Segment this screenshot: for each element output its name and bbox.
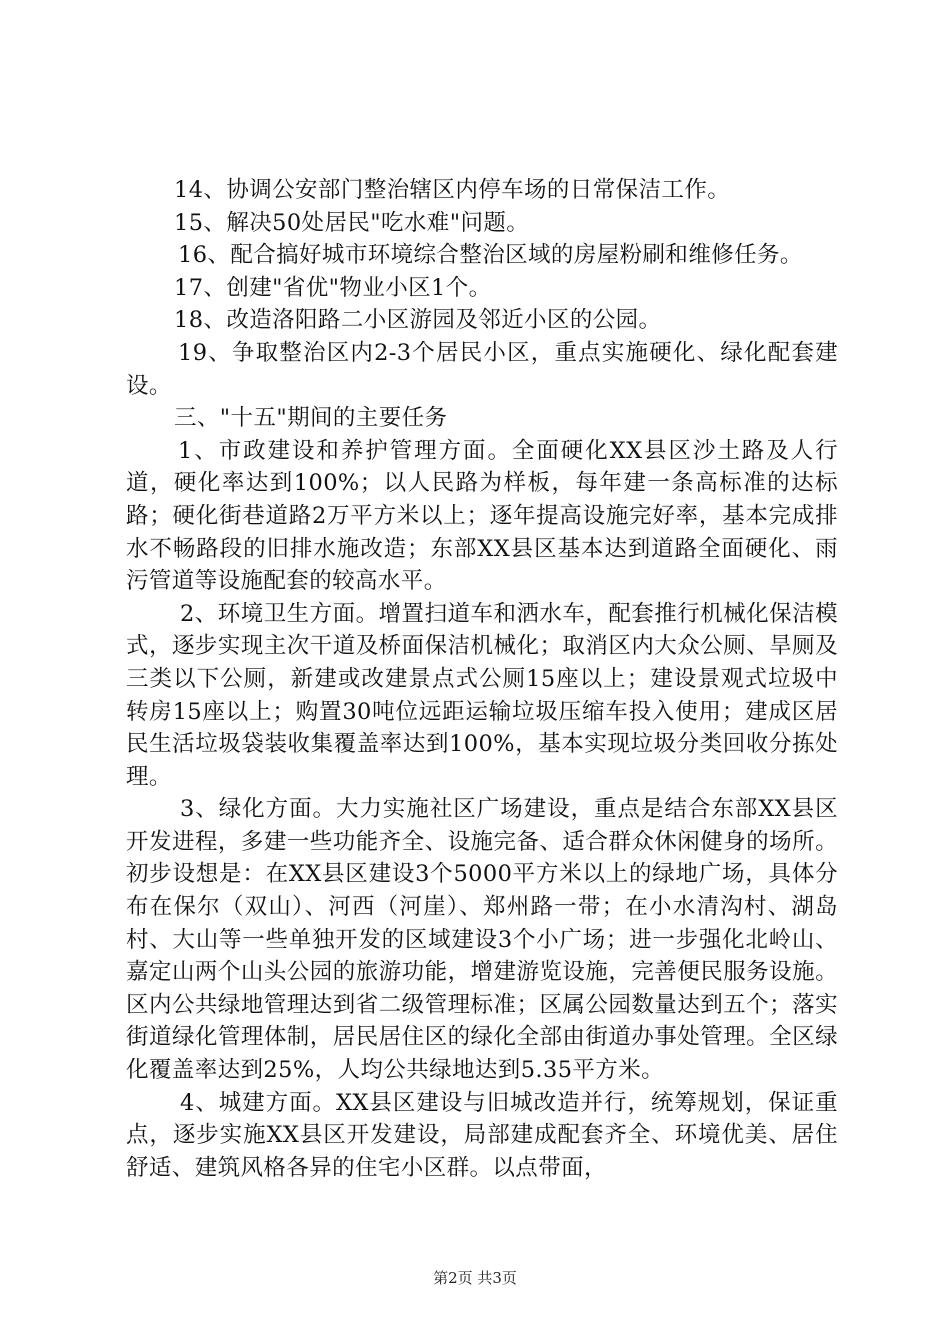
page-number-footer: 第2页 共3页 — [433, 1269, 517, 1287]
section-heading-3: 三、"十五"期间的主要任务 — [174, 405, 448, 432]
paragraph-item-17: 17、创建"省优"物业小区1个。 — [174, 274, 492, 301]
paragraph-task-1: 1、市政建设和养护管理方面。全面硬化XX县区沙土路及人行道，硬化率达到100%；以人民路为样板，每年建一条高标准的达标路；硬化街巷道路2万平方米以上；逐年提高设施完好率，基本完成排水不畅路段的旧排水施改造；东部XX县区基本达到道路全面硬化、雨污管道等设施配套的较高水平。 — [126, 437, 838, 595]
document-body — [126, 174, 838, 1184]
paragraph-item-16: 16、配合搞好城市环境综合整治区域的房屋粉刷和维修任务。 — [178, 242, 803, 269]
paragraph-item-14: 14、协调公安部门整治辖区内停车场的日常保洁工作。 — [174, 177, 731, 203]
paragraph-item-15: 15、解决50处居民"吃水难"问题。 — [174, 209, 530, 236]
paragraph-task-4: 4、城建方面。XX县区建设与旧城改造并行，统筹规划，保证重点，逐步实施XX县区开发建设，局部建成配套齐全、环境优美、居住舒适、建筑风格各异的住宅小区群。以点带面， — [126, 1089, 838, 1181]
paragraph-task-3: 3、绿化方面。大力实施社区广场建设，重点是结合东部XX县区开发进程，多建一些功能齐全、设施完备、适合群众休闲健身的场所。初步设想是：在XX县区建设3个5000平方米以上的绿地广场，具体分布在保尔（双山）、河西（河崖）、郑州路一带；在小水清沟村、湖岛村、大山等一些单独开发的区域建设3个小广场；进一步强化北岭山、嘉定山两个山头公园的旅游功能，增建游览设施，完善便民服务设施。区内公共绿地管理达到省二级管理标准；区属公园数量达到五个；落实街道绿化管理体制，居民居住区的绿化全部由街道办事处管理。全区绿化覆盖率达到25%，人均公共绿地达到5.35平方米。 — [126, 796, 838, 1084]
paragraph-item-18: 18、改造洛阳路二小区游园及邻近小区的公园。 — [174, 307, 662, 334]
paragraph-task-2: 2、环境卫生方面。增置扫道车和洒水车，配套推行机械化保洁模式，逐步实现主次干道及桥面保洁机械化；取消区内大众公厕、旱厕及三类以下公厕，新建或改建景点式公厕15座以上；建设景观式垃圾中转房15座以上；购置30吨位远距运输垃圾压缩车投入使用；建成区居民生活垃圾袋装收集覆盖率达到100%，基本实现垃圾分类回收分拣处理。 — [126, 600, 838, 790]
paragraph-item-19: 19、争取整治区内2-3个居民小区，重点实施硬化、绿化配套建设。 — [126, 339, 838, 399]
